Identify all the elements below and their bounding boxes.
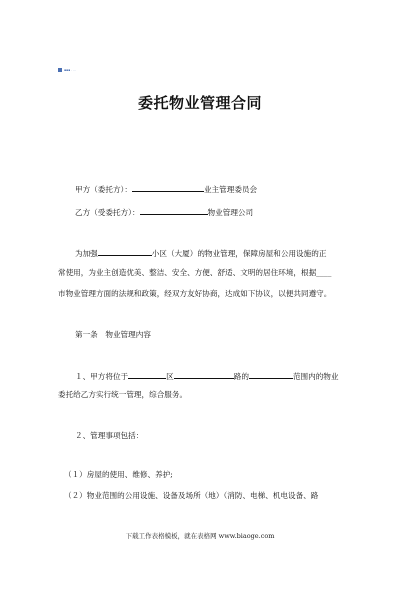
clause-1-blank-2 [174,370,234,379]
clause-1-part-4: 范围内的物业 [292,372,339,381]
item-1: （１）房屋的使用、维修、养护; [64,470,173,479]
party-b-suffix: 物业管理公司 [207,208,254,217]
intro-line-1 [75,247,360,259]
intro-prefix: 为加强 [75,249,98,258]
party-a-blank [132,183,204,192]
logo [58,68,76,72]
document-title: 委托物业管理合同 [137,94,262,112]
logo-text: ▪▪▪ · ··· [64,68,76,72]
intro-suffix: 小区（大厦）的物业管理，保障房屋和公用设施的正 [151,249,327,258]
clause-1-blank-3 [249,370,293,379]
intro-blank [98,247,152,256]
clause-1-line-2: 委托给乙方实行统一管理，综合服务。 [58,390,188,399]
clause-1-part-2: 区 [166,372,174,381]
clause-1-part-3: 路的 [233,372,249,381]
footer-text: 下载工作表格模板，就在表格网 www.biaoge.com [125,532,275,540]
clause-1-line-1 [75,370,360,382]
intro-line-3: 市物业管理方面的法规和政策，经双方友好协商，达成如下协议，以便共同遵守。 [58,289,332,298]
party-b-blank [140,206,208,215]
logo-square-icon [58,68,62,72]
item-2: （２）物业范围的公用设施、设备及场所（地）（消防、电梯、机电设备、路 [64,491,319,500]
party-a-line [75,183,360,195]
clause-1-blank-1 [128,370,166,379]
party-a-prefix: 甲方（委托方）： [75,185,132,194]
article-1-heading: 第一条 物业管理内容 [75,330,151,339]
intro-line-2: 常使用，为业主创造优美、整洁、安全、方便、舒适、文明的居住环境，根据____ [58,268,332,277]
party-b-line [75,206,360,218]
clause-2: ２、管理事项包括： [75,431,144,440]
party-b-prefix: 乙方（受委托方）： [75,208,140,217]
party-a-suffix: 业主管理委员会 [203,185,258,194]
clause-1-part-1: １、甲方将位于 [75,372,129,381]
